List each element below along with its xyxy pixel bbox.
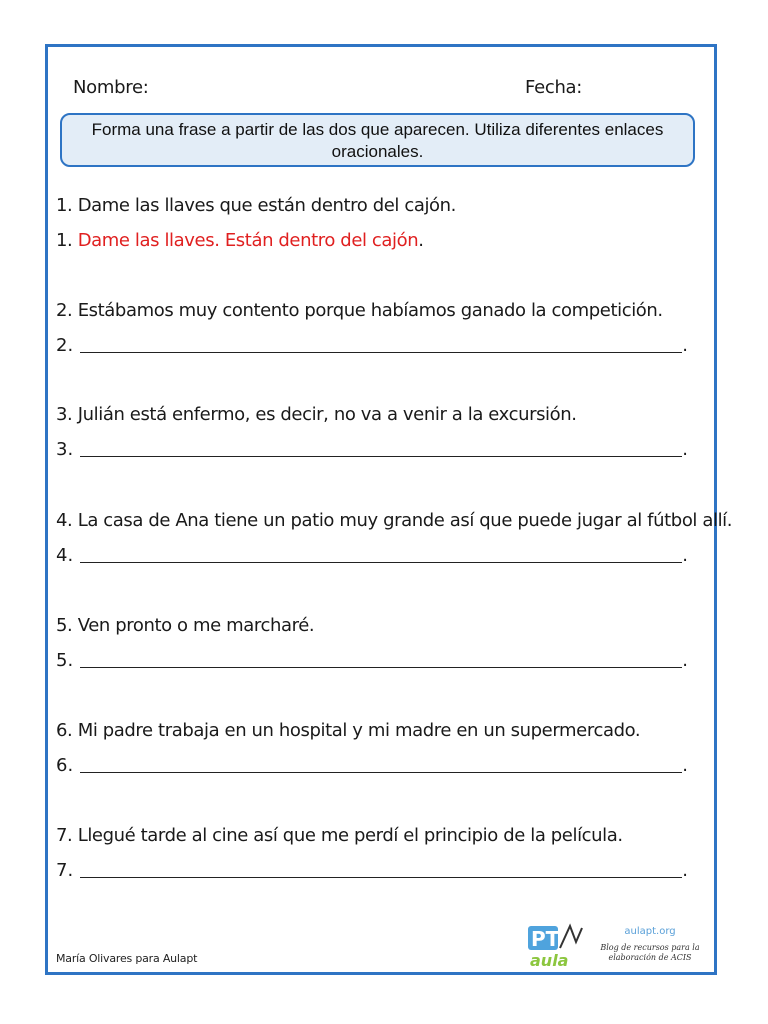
exercise-sentence: 3. Julián está enfermo, es decir, no va a venir a la excursión. bbox=[56, 404, 577, 425]
answer-line[interactable] bbox=[56, 439, 688, 460]
answer-number: 5. bbox=[56, 650, 74, 671]
answer-blank[interactable] bbox=[80, 772, 682, 773]
answer-line[interactable] bbox=[56, 335, 688, 356]
answer-number: 2. bbox=[56, 335, 74, 356]
answer-line[interactable] bbox=[56, 755, 688, 776]
answer-period: . bbox=[682, 860, 688, 881]
exercise-sentence: 4. La casa de Ana tiene un patio muy grande así que puede jugar al fútbol allí. bbox=[56, 510, 733, 531]
name-label: Nombre: bbox=[73, 77, 149, 98]
answer-blank[interactable] bbox=[80, 456, 682, 457]
exercise-sentence: 7. Llegué tarde al cine así que me perdí el principio de la película. bbox=[56, 825, 623, 846]
answer-period: . bbox=[682, 545, 688, 566]
exercise-sentence: 2. Estábamos muy contento porque habíamos ganado la competición. bbox=[56, 300, 663, 321]
logo-aula-text: aula bbox=[530, 951, 569, 970]
author-credit: María Olivares para Aulapt bbox=[56, 952, 198, 965]
answer-blank[interactable] bbox=[80, 562, 682, 563]
answer-blank[interactable] bbox=[80, 667, 682, 668]
answer-period: . bbox=[682, 755, 688, 776]
logo-tagline: Blog de recursos para la elaboración de ACIS bbox=[600, 943, 700, 962]
answer-period: . bbox=[682, 439, 688, 460]
answer-number: 4. bbox=[56, 545, 74, 566]
answer-blank[interactable] bbox=[80, 352, 682, 353]
answer-period: . bbox=[682, 650, 688, 671]
example-sentence: 1. Dame las llaves que están dentro del cajón. bbox=[56, 195, 457, 216]
example-answer bbox=[56, 230, 424, 251]
answer-line[interactable] bbox=[56, 650, 688, 671]
aulapt-logo-icon bbox=[526, 920, 591, 970]
exercise-sentence: 5. Ven pronto o me marcharé. bbox=[56, 615, 315, 636]
answer-line[interactable] bbox=[56, 860, 688, 881]
answer-number: 3. bbox=[56, 439, 74, 460]
example-answer-text: Dame las llaves. Están dentro del cajón bbox=[77, 230, 419, 251]
exercise-sentence: 6. Mi padre trabaja en un hospital y mi madre en un supermercado. bbox=[56, 720, 641, 741]
date-label: Fecha: bbox=[525, 77, 583, 98]
answer-blank[interactable] bbox=[80, 877, 682, 878]
instruction-box: Forma una frase a partir de las dos que aparecen. Utiliza diferentes enlaces oracionales. bbox=[60, 113, 695, 167]
example-answer-number: 1. bbox=[56, 230, 73, 251]
logo-pt-text: PT bbox=[531, 927, 560, 951]
answer-number: 6. bbox=[56, 755, 74, 776]
answer-period: . bbox=[682, 335, 688, 356]
logo-site-link[interactable]: aulapt.org bbox=[624, 926, 676, 937]
answer-number: 7. bbox=[56, 860, 74, 881]
example-answer-period: . bbox=[418, 230, 424, 251]
answer-line[interactable] bbox=[56, 545, 688, 566]
logo-caption bbox=[600, 927, 700, 963]
